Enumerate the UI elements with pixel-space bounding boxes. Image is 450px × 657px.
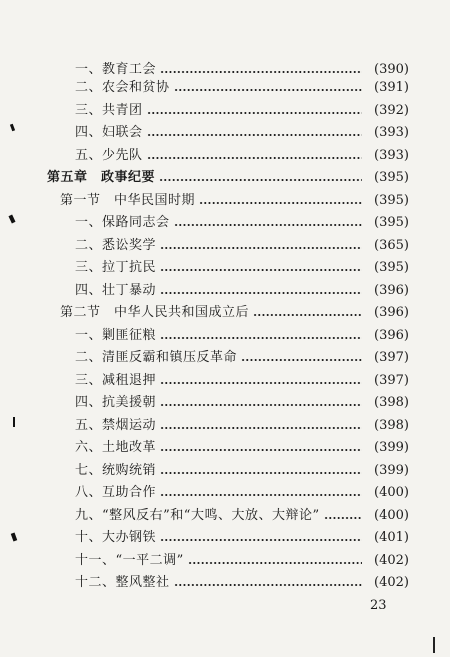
toc-leader-dots xyxy=(160,382,362,384)
page-number: 23 xyxy=(370,598,387,613)
toc-section-heading xyxy=(60,191,409,211)
toc-entry-page: (396) xyxy=(374,283,409,298)
toc-entry xyxy=(75,78,409,98)
toc-leader-dots xyxy=(324,517,362,519)
toc-entry xyxy=(75,258,409,278)
toc-entry xyxy=(75,60,409,80)
toc-entry-title: 第一节 中华民国时期 xyxy=(60,193,196,208)
toc-entry-page: (398) xyxy=(374,418,409,433)
toc-entry-title: 五、少先队 xyxy=(75,148,143,163)
toc-entry-page: (393) xyxy=(374,148,409,163)
toc-entry-page: (395) xyxy=(374,170,409,185)
toc-leader-dots xyxy=(174,224,362,226)
toc-entry-title: 第二节 中华人民共和国成立后 xyxy=(60,305,250,320)
toc-leader-dots xyxy=(147,112,362,114)
toc-entry-page: (401) xyxy=(374,530,409,545)
toc-entry-page: (391) xyxy=(374,80,409,95)
toc-entry xyxy=(75,281,409,301)
toc-leader-dots xyxy=(147,134,362,136)
toc-entry-title: 四、妇联会 xyxy=(75,125,143,140)
toc-entry-page: (402) xyxy=(374,553,409,568)
toc-entry-page: (393) xyxy=(374,125,409,140)
toc-entry-page: (397) xyxy=(374,350,409,365)
toc-entry-title: 十二、整风整社 xyxy=(75,575,170,590)
toc-entry xyxy=(75,213,409,233)
toc-entry-title: 十、大办钢铁 xyxy=(75,530,157,545)
toc-entry-page: (392) xyxy=(374,103,409,118)
toc-entry-page: (399) xyxy=(374,463,409,478)
toc-entry-page: (390) xyxy=(374,62,409,77)
toc-leader-dots xyxy=(174,89,362,91)
toc-leader-dots xyxy=(160,427,362,429)
toc-entry-page: (397) xyxy=(374,373,409,388)
toc-leader-dots xyxy=(253,314,362,316)
toc-entry-title: 二、农会和贫协 xyxy=(75,80,170,95)
toc-entry-title: 四、抗美援朝 xyxy=(75,395,157,410)
toc-entry xyxy=(75,146,409,166)
toc-entry xyxy=(75,438,409,458)
toc-leader-dots xyxy=(160,292,362,294)
toc-entry xyxy=(75,416,409,436)
toc-leader-dots xyxy=(160,337,362,339)
toc-leader-dots xyxy=(160,472,362,474)
toc-entry-title: 三、拉丁抗民 xyxy=(75,260,157,275)
toc-entry-title: 一、剿匪征粮 xyxy=(75,328,157,343)
toc-entry xyxy=(75,123,409,143)
toc-entry-page: (400) xyxy=(374,508,409,523)
toc-leader-dots xyxy=(160,71,362,73)
toc-entry-title: 一、保路同志会 xyxy=(75,215,170,230)
toc-entry-page: (398) xyxy=(374,395,409,410)
toc-entry xyxy=(75,461,409,481)
toc-entry-title: 十一、“一平二调” xyxy=(75,553,184,568)
toc-entry-page: (402) xyxy=(374,575,409,590)
toc-entry-page: (396) xyxy=(374,305,409,320)
toc-leader-dots xyxy=(241,359,362,361)
toc-entry xyxy=(75,371,409,391)
scan-mark xyxy=(13,417,15,427)
toc-leader-dots xyxy=(160,539,362,541)
toc-entry-page: (396) xyxy=(374,328,409,343)
toc-leader-dots xyxy=(160,404,362,406)
toc-entry-page: (365) xyxy=(374,238,409,253)
toc-entry-page: (395) xyxy=(374,260,409,275)
toc-entry-title: 四、壮丁暴动 xyxy=(75,283,157,298)
toc-leader-dots xyxy=(188,562,362,564)
toc-entry-title: 二、清匪反霸和镇压反革命 xyxy=(75,350,238,365)
scan-mark xyxy=(10,124,15,132)
toc-entry-title: 三、减租退押 xyxy=(75,373,157,388)
toc-entry xyxy=(75,551,409,571)
toc-entry-page: (395) xyxy=(374,193,409,208)
toc-leader-dots xyxy=(160,494,362,496)
toc-entry-title: 三、共青团 xyxy=(75,103,143,118)
toc-entry xyxy=(75,101,409,121)
toc-entry-title: 七、统购统销 xyxy=(75,463,157,478)
toc-leader-dots xyxy=(160,449,362,451)
toc-entry xyxy=(75,348,409,368)
toc-entry-title: 一、教育工会 xyxy=(75,62,157,77)
toc-entry-title: 五、禁烟运动 xyxy=(75,418,157,433)
toc-entry-page: (395) xyxy=(374,215,409,230)
toc-entry-title: 九、“整风反右”和“大鸣、大放、大辩论” xyxy=(75,508,320,523)
toc-entry xyxy=(75,393,409,413)
toc-entry xyxy=(75,528,409,548)
toc-leader-dots xyxy=(199,202,362,204)
toc-entry xyxy=(75,326,409,346)
toc-leader-dots xyxy=(160,247,362,249)
toc-entry-title: 二、悉讼奖学 xyxy=(75,238,157,253)
toc-entry xyxy=(75,506,409,526)
scan-mark xyxy=(11,533,17,542)
toc-entry-title: 八、互助合作 xyxy=(75,485,157,500)
toc-leader-dots xyxy=(160,269,362,271)
toc-entry xyxy=(75,573,409,593)
toc-section-heading xyxy=(60,303,409,323)
toc-entry xyxy=(75,236,409,256)
toc-leader-dots xyxy=(147,157,362,159)
toc-entry-page: (400) xyxy=(374,485,409,500)
toc-entry-title: 六、土地改革 xyxy=(75,440,157,455)
toc-entry xyxy=(75,483,409,503)
toc-leader-dots xyxy=(174,584,362,586)
toc-entry-title: 第五章 政事纪要 xyxy=(47,170,156,185)
toc-leader-dots xyxy=(159,179,362,181)
toc-chapter-heading xyxy=(47,168,409,188)
toc-entry-page: (399) xyxy=(374,440,409,455)
scan-mark xyxy=(8,215,15,224)
scan-edge-line xyxy=(433,637,435,653)
